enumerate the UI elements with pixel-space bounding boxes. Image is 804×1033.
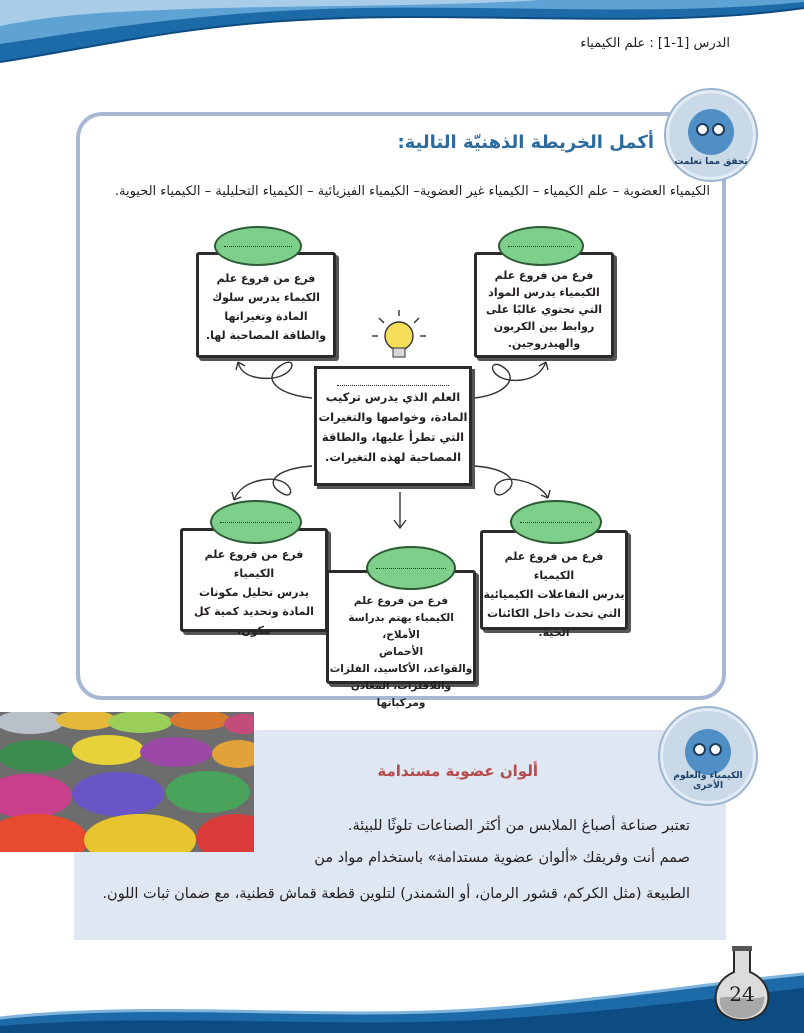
card-line: التي تحتوي غالبًا على <box>485 303 603 316</box>
card-line: الحية. <box>538 626 570 639</box>
dye-powders-photo <box>0 712 254 852</box>
card-line: فرع من فروع علم الكيمياء <box>204 548 304 580</box>
mascot-icon <box>688 109 734 155</box>
card-line: الكيمياء يدرس المواد <box>488 286 600 299</box>
mascot-eye-icon <box>709 743 722 756</box>
center-concept-card <box>314 366 472 486</box>
activity-title: ألوان عضوية مستدامة <box>377 762 538 780</box>
word-bank: الكيمياء العضوية – علم الكيمياء – الكيمياء غير العضوية– الكيمياء الفيزيائية – الكيمياء التحليلية – الكيمياء الحيوية. <box>114 184 710 199</box>
branch-card-biochemistry <box>480 530 628 639</box>
activity-line: الطبيعة (مثل الكركم، قشور الرمان، أو الشمندر) لتلوين قطعة قماش قطنية، مع ضمان ثبات اللون. <box>102 886 690 902</box>
bottom-wave-band <box>0 960 804 1033</box>
center-line: المادة، وخواصها والتغيرات <box>318 410 468 424</box>
mindmap-instruction: أكمل الخريطة الذهنيّة التالية: <box>397 132 654 153</box>
card-line: المادة وتحديد كمية كل <box>194 605 314 618</box>
card-line: والقواعد، الأكاسيد، الفلزات <box>329 663 473 675</box>
branch-card-organic <box>474 252 614 358</box>
card-line: روابط بين الكربون <box>493 320 595 333</box>
answer-blank[interactable] <box>376 568 446 569</box>
card-line: يدرس التفاعلات الكيميائية <box>483 588 625 601</box>
answer-blank[interactable] <box>508 246 574 247</box>
center-line: العلم الذي يدرس تركيب <box>325 390 461 404</box>
lesson-header: الدرس [1-1] : علم الكيمياء <box>580 36 730 51</box>
badge-caption: تحقق مما تعلمت <box>674 157 748 167</box>
card-line: والطاقة المصاحبة لها. <box>205 329 327 342</box>
card-line: واللافلزات، المعادن ومركباتها <box>350 680 452 709</box>
answer-blank[interactable] <box>224 246 292 247</box>
activity-line: صمم أنت وفريقك «ألوان عضوية مستدامة» باستخدام مواد من <box>314 850 690 866</box>
card-line: الأحماض <box>378 646 424 658</box>
card-line: يدرس تحليل مكونات <box>199 586 309 599</box>
card-line: فرع من فروع علم <box>353 595 449 607</box>
activity-line: تعتبر صناعة أصباغ الملابس من أكثر الصناعات تلوثًا للبيئة. <box>347 818 690 834</box>
mascot-eye-icon <box>712 123 725 136</box>
answer-bubble-inorganic[interactable] <box>366 546 456 590</box>
mascot-eye-icon <box>693 743 706 756</box>
card-line: المادة وتغيراتها <box>224 310 308 323</box>
card-line: فرع من فروع علم <box>216 272 316 285</box>
card-line: الكيماء يدرس سلوك <box>212 291 320 304</box>
card-line: مكون. <box>237 624 271 637</box>
answer-blank[interactable] <box>337 385 449 386</box>
page-number: 24 <box>729 982 755 1006</box>
card-line: الكيمياء يهتم بدراسة الأملاح، <box>348 612 454 641</box>
mascot-eye-icon <box>696 123 709 136</box>
answer-blank[interactable] <box>520 522 592 523</box>
center-line: التي تطرأ عليها، والطاقة <box>321 430 465 444</box>
answer-bubble-biochemistry[interactable] <box>510 500 602 544</box>
answer-bubble-organic[interactable] <box>498 226 584 266</box>
check-what-you-learned-badge <box>666 90 756 180</box>
answer-bubble-analytical[interactable] <box>210 500 302 544</box>
mascot-icon <box>685 729 731 775</box>
center-line: المصاحبة لهذه التغيرات. <box>324 450 462 464</box>
top-wave-band <box>0 0 804 70</box>
badge-caption: الكيمياء والعلوم الأخرى <box>673 771 743 791</box>
card-line: فرع من فروع علم <box>494 269 594 282</box>
answer-bubble-physical[interactable] <box>214 226 302 266</box>
card-line: فرع من فروع علم الكيمياء <box>504 550 604 582</box>
card-line: والهيدروجين. <box>507 337 581 350</box>
branch-card-physical <box>196 252 336 358</box>
chemistry-and-sciences-badge <box>660 708 756 804</box>
answer-blank[interactable] <box>220 522 292 523</box>
card-line: التي تحدث داخل الكائنات <box>487 607 621 620</box>
dye-bowls-illustration <box>0 712 254 852</box>
